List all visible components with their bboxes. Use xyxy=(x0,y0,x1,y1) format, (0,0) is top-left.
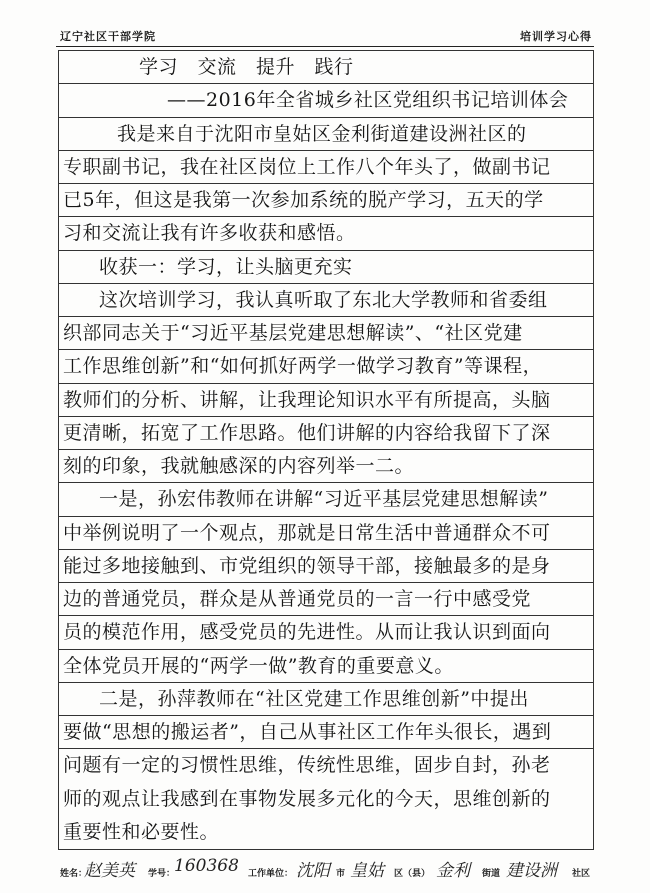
essay-line: 工作思维创新”和“如何抓好两学一做学习教育”等课程， xyxy=(63,355,543,378)
street-suffix: 街道 xyxy=(482,869,501,879)
essay-line: 专职副书记，我在社区岗位上工作八个年头了，做副书记 xyxy=(63,155,551,178)
name-value: 赵美英 xyxy=(84,861,135,881)
essay-line: 织部同志关于“习近平基层党建思想解读”、“社区党建 xyxy=(63,322,523,344)
student-id-value: 160368 xyxy=(174,856,239,876)
essay-line: 要做“思想的搬运者”，自己从事社区工作年头很长，遇到 xyxy=(63,721,552,743)
district-suffix: 区（县） xyxy=(394,869,431,879)
student-id-label: 学号： xyxy=(148,869,176,879)
city-value: 沈阳 xyxy=(296,861,330,881)
header-divider xyxy=(56,46,594,47)
street-value: 金利 xyxy=(436,861,470,881)
essay-line: 习和交流让我有许多收获和感悟。 xyxy=(63,222,356,245)
community-suffix: 社区 xyxy=(572,869,591,879)
ruled-writing-area xyxy=(58,50,594,850)
header-institution: 辽宁社区干部学院 xyxy=(60,30,156,43)
essay-line: 二是，孙萍教师在“社区党建工作思维创新”中提出 xyxy=(99,687,529,710)
essay-line: 边的普通党员，群众是从普通党员的一言一行中感受党 xyxy=(63,588,532,610)
student-info-footer xyxy=(60,856,600,882)
essay-line: 能过多地接触到、市党组织的领导干部，接触最多的是身 xyxy=(63,554,551,577)
essay-line: 更清晰，拓宽了工作思路。他们讲解的内容给我留下了深 xyxy=(63,421,551,444)
essay-line: 刻的印象，我就触感深的内容列举一二。 xyxy=(63,455,415,477)
essay-line: 中举例说明了一个观点，那就是日常生活中普通群众不可 xyxy=(63,521,551,544)
district-value: 皇姑 xyxy=(350,861,384,881)
name-label: 姓名： xyxy=(60,869,88,879)
essay-line: 一是，孙宏伟教师在讲解“习近平基层党建思想解读” xyxy=(99,488,549,511)
essay-line: 员的模范作用，感受党员的先进性。从而让我认识到面向 xyxy=(63,621,551,644)
essay-line: 这次培训学习，我认真听取了东北大学教师和省委组 xyxy=(99,288,548,311)
essay-line: 重要性和必要性。 xyxy=(63,820,220,843)
essay-line: 问题有一定的习惯性思维，传统性思维，固步自封，孙老 xyxy=(63,754,551,777)
essay-line: 全体党员开展的“两学一做”教育的重要意义。 xyxy=(63,654,454,677)
city-suffix: 市 xyxy=(336,869,346,879)
essay-line: 我是来自于沈阳市皇姑区金利街道建设洲社区的 xyxy=(117,122,527,145)
essay-line: 已5年，但这是我第一次参加系统的脱产学习，五天的学 xyxy=(63,189,544,211)
essay-line: 师的观点让我感到在事物发展多元化的今天，思维创新的 xyxy=(63,787,551,810)
header-doc-type: 培训学习心得 xyxy=(520,30,592,43)
essay-title: 学习 交流 提升 践行 xyxy=(139,56,354,78)
work-unit-label: 工作单位： xyxy=(248,869,294,879)
section-heading: 收获一：学习，让头脑更充实 xyxy=(99,255,353,278)
essay-subtitle: ——2016年全省城乡社区党组织书记培训体会 xyxy=(167,89,569,112)
community-value: 建设洲 xyxy=(506,861,557,881)
essay-line: 教师们的分析、讲解，让我理论知识水平有所提高，头脑 xyxy=(63,388,551,411)
